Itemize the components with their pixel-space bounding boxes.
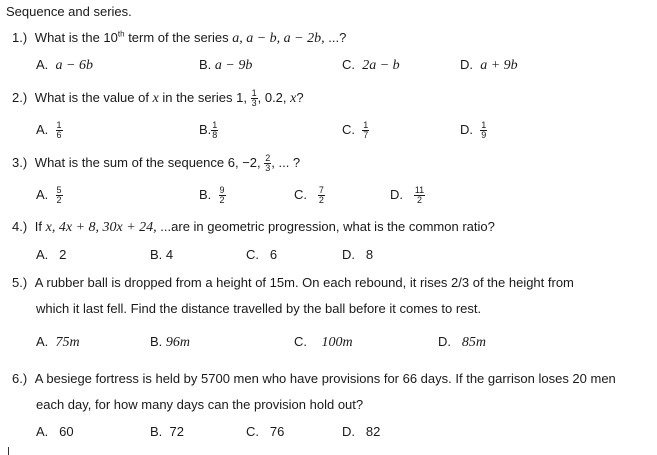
- question-5-line-1: A rubber ball is dropped from a height of 15m. On each rebound, it rises 2/3 of the height from: [34, 275, 574, 290]
- question-1-text: What is the 10th term of the series a, a − b, a − 2b, ...?: [34, 29, 347, 46]
- q1-option-d: D. a + 9b: [460, 57, 518, 73]
- q3-fraction: $\frac{2}{3}$: [265, 153, 271, 174]
- question-3: [12, 152, 300, 174]
- q2-fraction: $\frac{1}{3}$: [251, 88, 257, 109]
- text-cursor: [8, 447, 9, 455]
- question-4-text: If x, 4x + 8, 30x + 24, ...are in geometric progression, what is the common ratio?: [34, 219, 495, 235]
- q4-option-d: D. 8: [342, 247, 374, 262]
- question-1-series: a, a − b, a − 2b,: [232, 31, 325, 46]
- question-6-line-1: A besiege fortress is held by 5700 men who have provisions for 66 days. If the garrison loses 20 men: [34, 371, 616, 386]
- q5-option-a: A. 75m: [36, 334, 80, 350]
- question-6-line-2: each day, for how many days can the provision hold out?: [36, 397, 364, 412]
- question-2-number: 2.): [12, 90, 28, 105]
- document-heading: Sequence and series.: [6, 4, 132, 19]
- q1-option-a: A. a − 6b: [36, 57, 93, 73]
- q1-option-c: C. 2a − b: [342, 57, 400, 73]
- q6-option-c: C. 76: [246, 424, 285, 439]
- q5-option-c: C. 100m: [294, 334, 353, 350]
- question-4-number: 4.): [12, 219, 28, 234]
- question-6: [12, 371, 616, 387]
- q2-option-d: D. $\frac{1}{9}$: [460, 120, 487, 140]
- q5-option-d: D. 85m: [438, 334, 486, 350]
- question-6-number: 6.): [12, 371, 28, 386]
- q1-option-b: B. a − 9b: [199, 57, 253, 73]
- question-3-text: What is the sum of the sequence 6, −2, $\frac{2}{3}$ , ... ?: [34, 153, 301, 174]
- q6-option-b: B. 72: [150, 424, 184, 439]
- q2-option-b: B. $\frac{1}{8}$: [199, 120, 218, 140]
- q6-option-a: A. 60: [36, 424, 74, 439]
- question-5-line-2: which it last fell. Find the distance travelled by the ball before it comes to rest.: [36, 301, 482, 316]
- q5-option-b: B. 96m: [150, 334, 191, 350]
- question-5-number: 5.): [12, 275, 28, 290]
- question-1-number: 1.): [12, 30, 28, 45]
- question-1: [12, 30, 346, 47]
- q2-option-c: C. $\frac{1}{7}$: [342, 120, 369, 140]
- question-2: [12, 87, 304, 110]
- q4-option-a: A. 2: [36, 247, 67, 262]
- q3-option-b: B. $\frac{9}{2}$: [199, 185, 225, 205]
- question-4: [12, 219, 495, 236]
- question-2-text: What is the value of x in the series 1, $\frac{1}{3}$ , 0.2, x?: [34, 88, 304, 109]
- question-5: [12, 275, 574, 291]
- q3-option-a: A. $\frac{5}{2}$: [36, 185, 62, 205]
- q3-option-c: C. $\frac{7}{2}$: [294, 185, 324, 205]
- question-3-number: 3.): [12, 155, 28, 170]
- q4-option-c: C. 6: [246, 247, 278, 262]
- q3-option-d: D. $\frac{11}{2}$: [390, 185, 425, 205]
- q6-option-d: D. 82: [342, 424, 381, 439]
- q2-option-a: A. $\frac{1}{6}$: [36, 120, 62, 140]
- q4-option-b: B. 4: [150, 247, 174, 262]
